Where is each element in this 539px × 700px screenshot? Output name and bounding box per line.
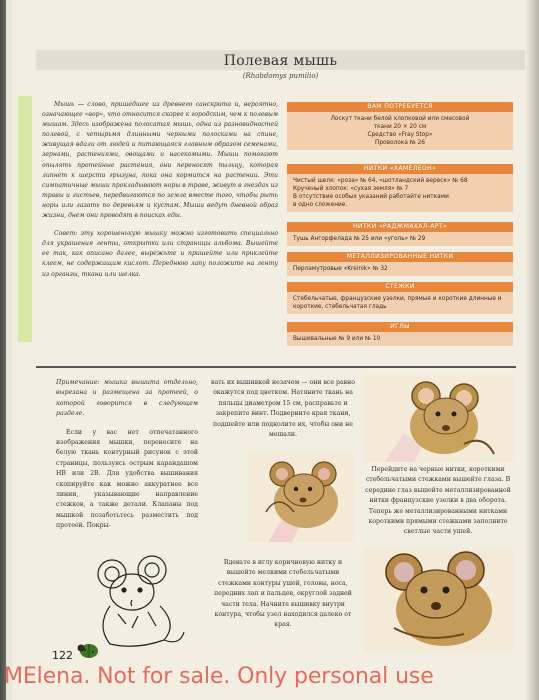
page-title: Полевая мышь (223, 53, 338, 69)
box-heading: МЕТАЛЛИЗИРОВАННЫЕ НИТКИ (287, 252, 513, 262)
mouse-sketch (86, 554, 186, 650)
instructions-column-3 (364, 465, 512, 546)
step-paragraph: Если у вас нет отпечатанного изображения мышки, перенесите на белую ткань контурный рисунок с этой страницы, пользуясь острым карандашом НВ или 2В. Для удобства вышивания скопируйте как можно аккуратнее все линии, указывающие направление стежков, а также детали. Клапаны под мышкой позаботьтесь разместить под протеей. Покры- (56, 428, 198, 530)
page-subtitle: (Rhabdomys pumilio) (242, 72, 319, 80)
box-line: Лоскут ткани белой хлопковой или смесовой (330, 116, 470, 122)
box-line: ткани 20 × 20 см (373, 124, 427, 130)
box-line: Средство «Fray Stop» (367, 132, 433, 138)
green-side-tab (18, 96, 32, 342)
note-paragraph: Примечание: мышка вышита отдельно, вырезана и размещена за протеей, о которой говорится в следующем разделе. (56, 379, 198, 418)
materials-box (287, 102, 513, 150)
instructions-column-1 (56, 378, 198, 540)
box-line: в одно сложение. (293, 202, 348, 208)
box-line: Стебельчатые, французские узелки, прямые и короткие длинные и короткие, стебельчатая гладь (293, 296, 502, 310)
section-divider (36, 366, 516, 368)
needles-box (287, 322, 513, 346)
step-paragraph: вать их вышивкой незачем — они все равно окажутся под цветком. Натяните ткань на пяльцы диаметром 15 см, расправьте и закрепите винт. Подверните края ткани, подшейте или подколите их, чтобы они не мешали. (211, 379, 355, 439)
instructions-column-2b (210, 558, 356, 639)
box-heading: ИГЛЫ (287, 322, 513, 332)
box-line: Перламутровые «Kreinik» № 32 (293, 266, 388, 272)
box-line: В отсутствие особых указаний работайте нитками (293, 194, 449, 200)
intro-paragraph: Мышь — слово, пришедшее из древнего санскрита и, вероятно, означающее «вор», что относится скорее к городским, чем к полевым мышам. Здесь изображена полосатая мышь, одна из разновидностей полевой, с четырьмя длинными черными полосками на спине, живущая вдали от людей и питающаяся главным образом семенами, зернами, растениями, овощами и насекомыми. Мыши помогают опылять протейные растения, они переносят пыльцу, которая липнет к шерсти грызуна, пока она кормится на растении. Эти симпатичные мыши прокладывают норы в траве, живут в гнездах из травы и листьев, передвигаются по земле вместе того, чтобы рыть норы или лазать по деревьям и кустам. Мыши ведут дневной образ жизни, днем они проводят в поисках еды. (42, 101, 278, 220)
embroidery-photo-1 (364, 374, 514, 462)
box-line: Тушь Ангорфелада № 25 или «уголь» № 29 (293, 236, 426, 242)
box-heading: СТЕЖКИ (287, 282, 513, 292)
watermark-text: MElena. Not for sale. Only personal use (4, 664, 434, 689)
box-body (287, 112, 513, 150)
instructions-column-2 (210, 378, 356, 448)
embroidery-photo-3 (364, 548, 514, 652)
box-heading: НИТКИ «РАДЖМАХАЛ-АРТ» (287, 222, 513, 232)
embroidery-photo-2 (248, 452, 354, 542)
box-heading: НИТКИ «ХАМЕЛЕОН» (287, 164, 513, 174)
stitches-box (287, 282, 513, 314)
ladybug-icon (76, 640, 100, 660)
box-line: Чистый шелк: «роза» № 64, «шотландский вереск» № 68 (293, 178, 468, 184)
step-paragraph: Перейдите на черные нитки, короткими стебельчатыми стежками вышейте глаза. В середине глаз вышейте металлизированной нитки французские узелки в два оборота. Теперь же металлизированными нитками короткими прямыми стежками заполните светлые части ушей. (365, 466, 511, 536)
box-body (287, 232, 513, 246)
box-body (287, 262, 513, 276)
tip-paragraph: Совет: эту хорошенькую мышку можно изготовить специально для украшения ленты, открытки или страницы альбома. Вышейте ее так, как описано далее, вырежьте и пришейте или приклейте клеем, не содержащим кислот. Переднюю лапу положите на ленту из органзы, ткани или шелка. (42, 230, 278, 278)
box-line: Вышивальные № 9 или № 10 (293, 336, 381, 342)
box-body (287, 292, 513, 314)
page-number: 122 (52, 649, 73, 662)
page-shadow (525, 0, 539, 700)
box-line: Крученый хлопок: «сухая земля» № 7 (293, 186, 409, 192)
box-line: Проволока № 26 (375, 140, 425, 146)
box-heading: ВАМ ПОТРЕБУЕТСЯ (287, 102, 513, 112)
box-body (287, 332, 513, 346)
metallic-threads-box (287, 252, 513, 276)
chameleon-threads-box (287, 164, 513, 212)
box-body (287, 174, 513, 212)
step-paragraph: Вденьте в иглу коричневую нитку и вышейте мелкими стебельчатыми стежками контуры ушей, головы, носа, передних лап и пальцев, округлой задней части тела. Начните вышивку внутри контура, чтобы узел находился далеко от края. (214, 559, 352, 629)
intro-text (42, 100, 278, 288)
rajmahal-threads-box (287, 222, 513, 246)
